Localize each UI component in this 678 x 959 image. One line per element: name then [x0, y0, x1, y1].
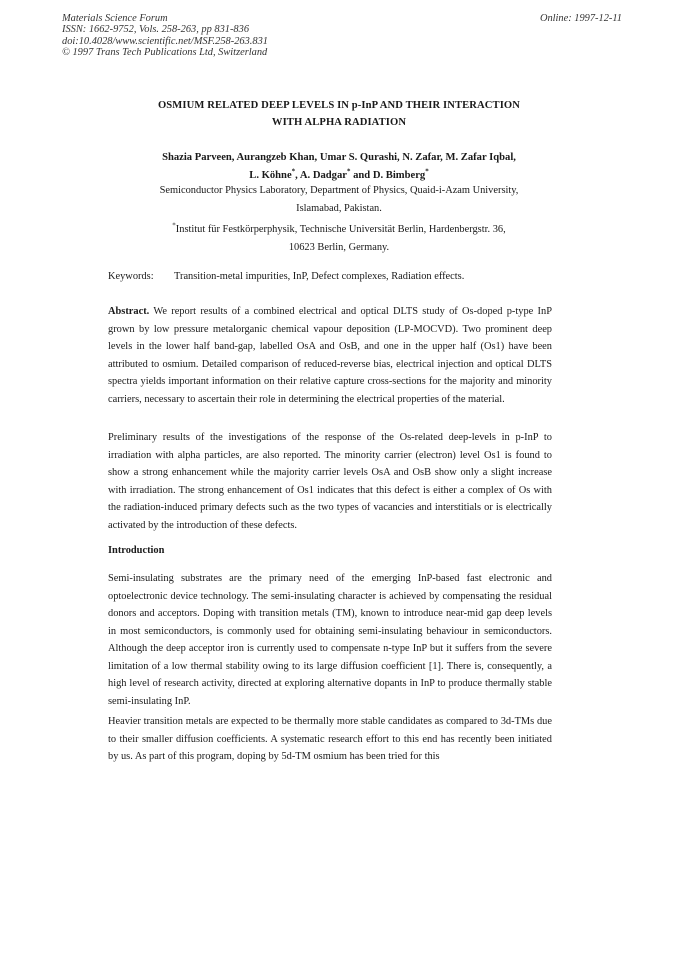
introduction-paragraph-2: Heavier transition metals are expected to be thermally more stable candidates as compared to 3d-TMs due to their smaller diffusion coefficients. A systematic research effort to this end has recently been initiated by us. As part of this program, doping by 5d-TM osmium has been tried for this: [108, 716, 552, 763]
affiliation-mark: *: [172, 221, 176, 230]
affiliation-line-2: Islamabad, Pakistan.: [296, 202, 382, 214]
author-dadgar: , A. Dadgar: [295, 170, 347, 181]
doi-line: doi:10.4028/www.scientific.net/MSF.258-263.831: [62, 35, 268, 47]
author-kohne: L. Köhne: [249, 170, 292, 181]
affiliation-line-3-text: Institut für Festkörperphysik, Technische Universität Berlin, Hardenbergstr. 36,: [175, 224, 506, 235]
affiliation-line-4: 10623 Berlin, Germany.: [288, 241, 390, 253]
title-line-1: OSMIUM RELATED DEEP LEVELS IN p-InP AND THEIR INTERACTION: [157, 100, 521, 111]
authors-line-1: Shazia Parveen, Aurangzeb Khan, Umar S. Qurashi, N. Zafar, M. Zafar Iqbal,: [162, 152, 516, 163]
affiliation-mark: *: [346, 167, 351, 176]
author-bimberg: and D. Bimberg: [350, 170, 426, 181]
affiliation-mark: *: [291, 167, 296, 176]
keywords-text: Transition-metal impurities, InP, Defect complexes, Radiation effects.: [174, 271, 465, 282]
section-heading-introduction: Introduction: [108, 545, 165, 556]
keywords-label: Keywords:: [108, 271, 154, 282]
abstract: [108, 303, 552, 408]
affiliation-mark: *: [425, 167, 429, 176]
paragraph-preliminary-results: Preliminary results of the investigations of the response of the Os-related deep-levels in p-InP to irradiation with alpha particles, are also reported. The minority carrier (electron) level Os1 is found to show a strong enhancement while the majority carrier levels OsA and OsB show only a slight increase with irradiation. The strong enhancement of Os1 indicates that this defect is either a complex of Os with the radiation-induced primary defects such as the two types of vacancies and interstitials or is electrically activated by the introduction of these defects.: [108, 432, 552, 531]
keywords: [108, 270, 578, 284]
author-list: [110, 149, 568, 185]
affiliation-line-3: [110, 221, 568, 239]
affiliation-secondary: [110, 221, 568, 256]
paper-title: [110, 97, 568, 131]
title-line-2: WITH ALPHA RADIATION: [271, 117, 407, 128]
introduction-paragraph-1: Semi-insulating substrates are the primary need of the emerging InP-based fast electronic and optoelectronic device technology. The semi-insulating character is achieved by compensating the residual donors and acceptors. Doping with transition metals (TM), known to introduce near-mid gap deep levels in most semiconductors, is commonly used for obtaining semi-insulating behaviour in semiconductors. Although the deep acceptor iron is currently used to compensate n-type InP but it suffers from the severe limitation of a low thermal stability owing to its large diffusion coefficient [1]. There is, consequently, a high level of research activity, directed at exploring alternative dopants in InP to produce thermally stable semi-insulating InP.: [108, 573, 552, 707]
affiliation-primary: [110, 182, 568, 217]
journal-name: Materials Science Forum: [62, 13, 168, 24]
journal-header: [62, 13, 392, 59]
online-date: Online: 1997-12-11: [539, 13, 622, 24]
abstract-label: Abstract.: [108, 306, 150, 317]
abstract-text: We report results of a combined electrical and optical DLTS study of Os-doped p-type InP grown by low pressure metalorganic chemical vapour deposition (LP-MOCVD). Two prominent deep levels in the lower half band-gap, labelled OsA and OsB, and one in the upper half (Os1) have been attributed to osmium. Detailed comparison of reduced-reverse bias, electrical injection and optical DLTS spectra yields important information on their relative capture cross-sections for the majority and minority carriers, necessary to ascertain their role in determining the electrical properties of the material.: [108, 306, 552, 405]
copyright-line: © 1997 Trans Tech Publications Ltd, Switzerland: [62, 47, 268, 59]
affiliation-line-1: Semiconductor Physics Laboratory, Department of Physics, Quaid-i-Azam University,: [159, 185, 519, 196]
issn-line: ISSN: 1662-9752, Vols. 258-263, pp 831-836: [62, 24, 250, 36]
